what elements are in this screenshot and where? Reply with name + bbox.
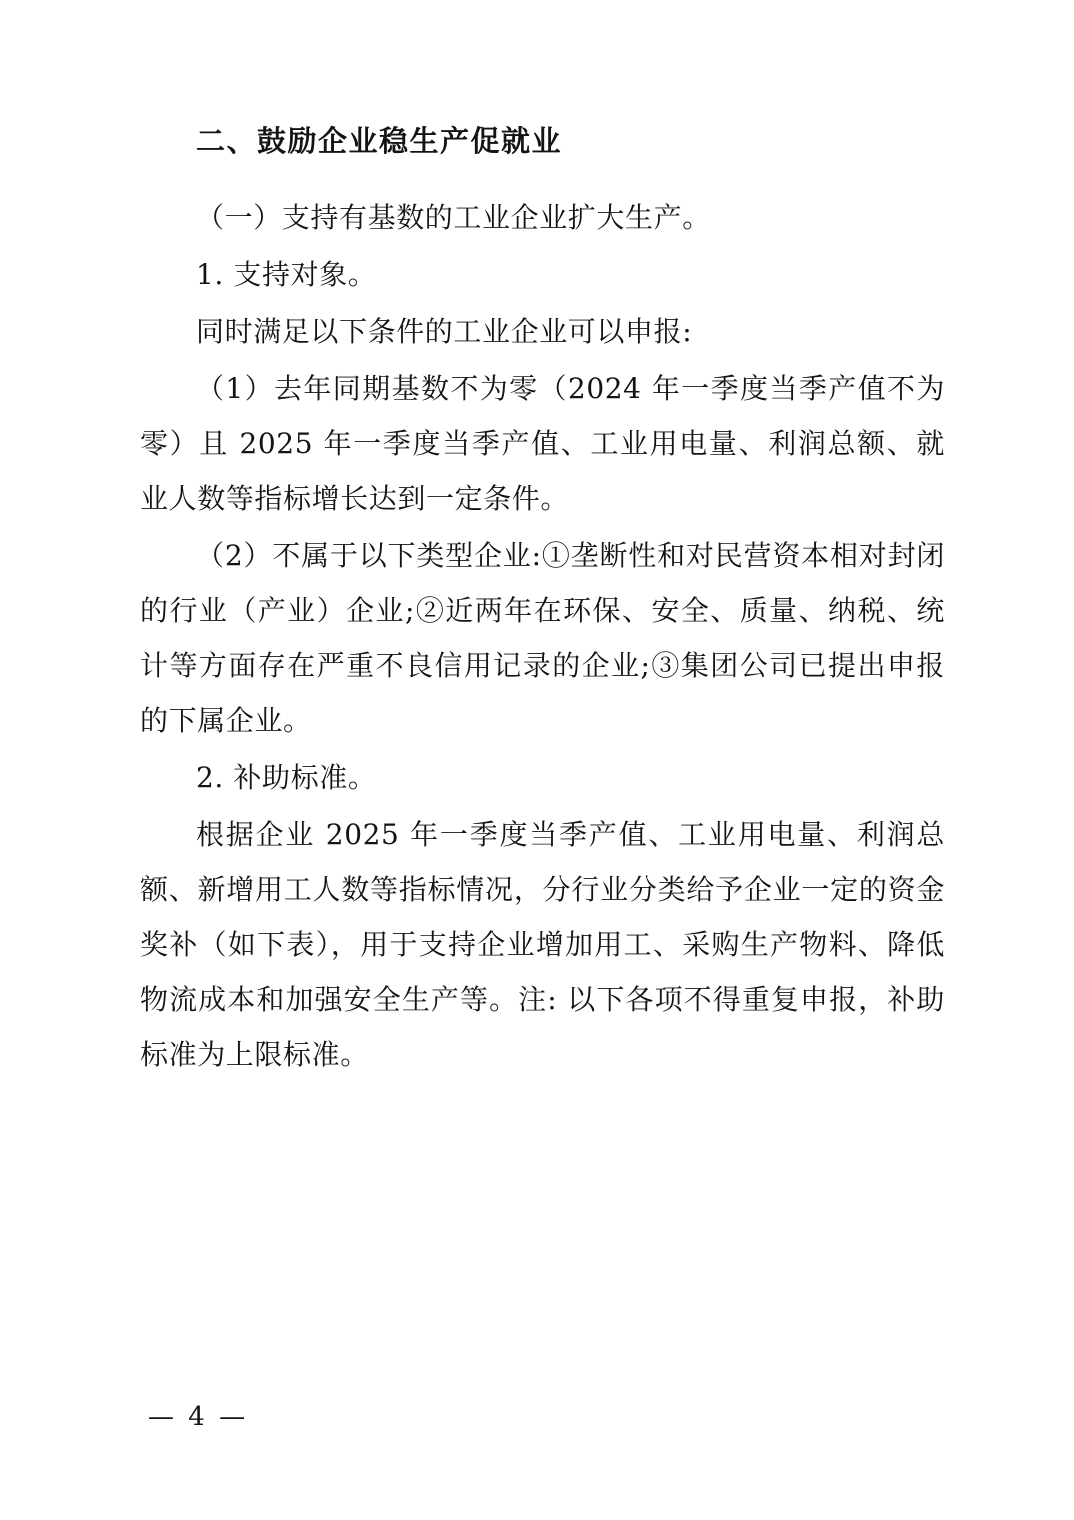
paragraph-condition-2: （2）不属于以下类型企业:①垄断性和对民营资本相对封闭的行业（产业）企业;②近两年在环保、安全、质量、纳税、统计等方面存在严重不良信用记录的企业;③集团公司已提出申报的下属企业。 xyxy=(140,538,945,737)
paragraph-support-target-title: 1. 支持对象。 xyxy=(196,257,377,291)
section-heading: 二、鼓励企业稳生产促就业 xyxy=(196,124,563,158)
paragraph-eligibility-intro: 同时满足以下条件的工业企业可以申报: xyxy=(196,314,693,348)
paragraph-subsidy-standard-title: 2. 补助标准。 xyxy=(196,760,377,794)
page-number: — 4 — xyxy=(148,1402,249,1432)
paragraph-subsection-title: （一）支持有基数的工业企业扩大生产。 xyxy=(196,200,711,234)
document-body xyxy=(140,120,945,1382)
blank-area xyxy=(140,1082,945,1382)
paragraph-condition-1: （1）去年同期基数不为零（2024 年一季度当季产值不为零）且 2025 年一季度当季产值、工业用电量、利润总额、就业人数等指标增长达到一定条件。 xyxy=(140,371,945,515)
paragraph-subsidy-standard-body: 根据企业 2025 年一季度当季产值、工业用电量、利润总额、新增用工人数等指标情况，分行业分类给予企业一定的资金奖补（如下表），用于支持企业增加用工、采购生产物料、降低物流成本和加强安全生产等。注: 以下各项不得重复申报，补助标准为上限标准。 xyxy=(140,817,945,1071)
